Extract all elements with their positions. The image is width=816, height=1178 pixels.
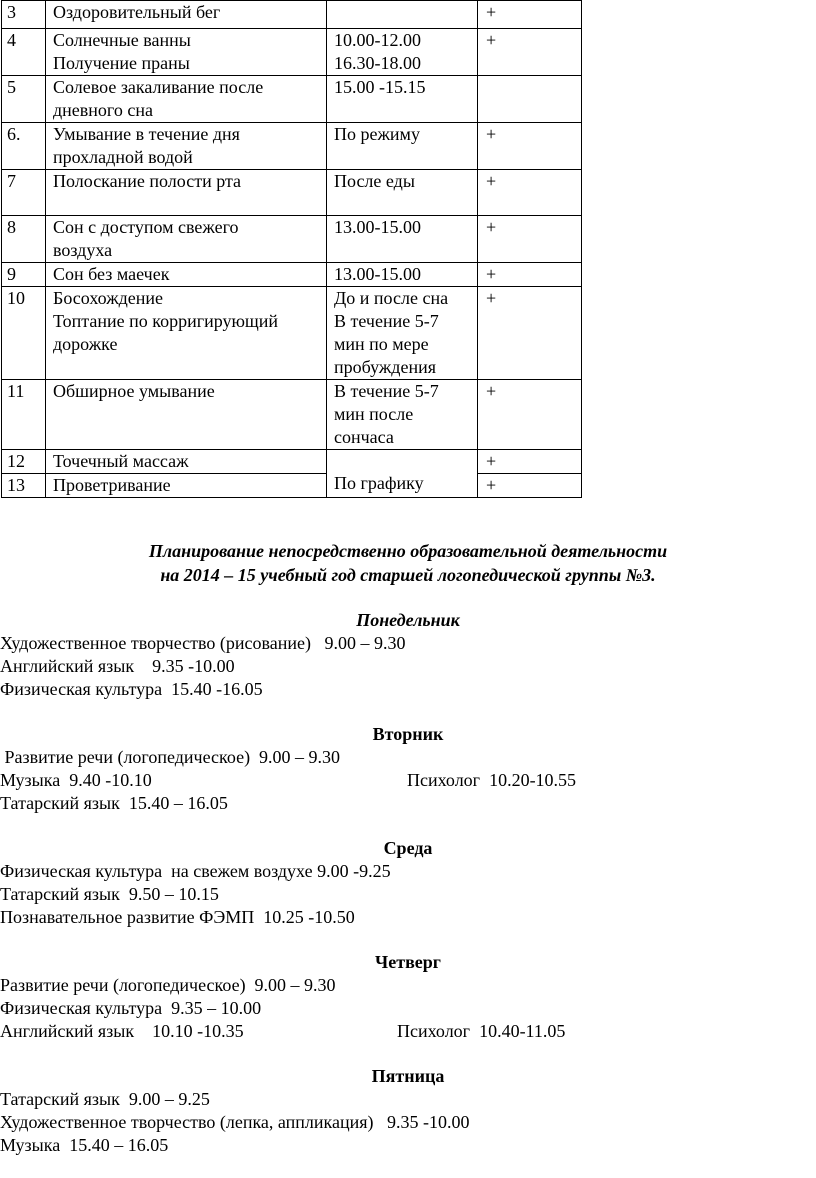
row-number: 7 — [2, 170, 46, 216]
procedure-mark: + — [478, 263, 582, 287]
schedule-line: Развитие речи (логопедическое) 9.00 – 9.30 — [0, 747, 341, 767]
table-row — [2, 76, 582, 123]
day-heading-friday: Пятница — [371, 1066, 445, 1086]
day-heading-wednesday: Среда — [383, 838, 433, 858]
row-number: 12 — [2, 450, 46, 474]
procedure-name: Сон с доступом свежего воздуха — [46, 216, 327, 263]
procedure-mark: + — [478, 170, 582, 216]
row-number: 4 — [2, 29, 46, 76]
procedure-time: По режиму — [327, 123, 478, 170]
table-row — [2, 450, 582, 474]
row-number: 6. — [2, 123, 46, 170]
psychologist-slot: Психолог 10.40-11.05 — [397, 1021, 566, 1041]
psychologist-slot: Психолог 10.20-10.55 — [407, 770, 577, 790]
procedure-time: 15.00 -15.15 — [327, 76, 478, 123]
day-heading-monday: Понедельник — [356, 610, 460, 630]
schedule-line: Музыка 9.40 -10.10 — [0, 770, 152, 790]
schedule-line: Татарский язык 15.40 – 16.05 — [0, 793, 228, 813]
procedure-name: Солевое закаливание после дневного сна — [46, 76, 327, 123]
schedule-line: Физическая культура 9.35 – 10.00 — [0, 998, 262, 1018]
procedure-name: Сон без маечек — [46, 263, 327, 287]
table-row — [2, 287, 582, 380]
row-number: 11 — [2, 380, 46, 450]
schedule-line: Художественное творчество (рисование) 9.00 – 9.30 — [0, 633, 406, 653]
table-row — [2, 474, 582, 498]
schedule-line: Татарский язык 9.50 – 10.15 — [0, 884, 219, 904]
procedure-mark: + — [478, 216, 582, 263]
procedure-mark: + — [478, 1, 582, 29]
procedure-name: Полоскание полости рта — [46, 170, 327, 216]
day-heading-tuesday: Вторник — [372, 724, 444, 744]
row-number: 5 — [2, 76, 46, 123]
procedure-time: В течение 5-7 мин после сончаса — [327, 380, 478, 450]
procedure-mark: + — [478, 123, 582, 170]
procedure-name: Точечный массаж — [46, 450, 327, 474]
procedure-name: Проветривание — [46, 474, 327, 498]
page-title: Планирование непосредственно образовательной деятельности — [148, 541, 668, 561]
procedure-name: Оздоровительный бег — [46, 1, 327, 29]
health-procedures-table — [1, 0, 582, 498]
procedure-name: Солнечные ванны Получение праны — [46, 29, 327, 76]
schedule-line: Познавательное развитие ФЭМП 10.25 -10.50 — [0, 907, 355, 927]
schedule-line: Музыка 15.40 – 16.05 — [0, 1135, 169, 1155]
schedule-line: Развитие речи (логопедическое) 9.00 – 9.30 — [0, 975, 336, 995]
schedule-line: Английский язык 9.35 -10.00 — [0, 656, 235, 676]
procedure-name: Умывание в течение дня прохладной водой — [46, 123, 327, 170]
procedure-time: После еды — [327, 170, 478, 216]
procedure-time: По графику — [327, 450, 478, 498]
day-heading-thursday: Четверг — [375, 952, 441, 972]
procedure-time: 10.00-12.00 16.30-18.00 — [327, 29, 478, 76]
row-number: 13 — [2, 474, 46, 498]
table-row — [2, 1, 582, 29]
procedure-time: До и после сна В течение 5-7 мин по мере пробуждения — [327, 287, 478, 380]
procedure-time: 13.00-15.00 — [327, 216, 478, 263]
schedule-line: Татарский язык 9.00 – 9.25 — [0, 1089, 210, 1109]
procedure-time: 13.00-15.00 — [327, 263, 478, 287]
table-row — [2, 29, 582, 76]
table-row — [2, 170, 582, 216]
row-number: 9 — [2, 263, 46, 287]
table-row — [2, 263, 582, 287]
table-row — [2, 123, 582, 170]
procedure-mark: + — [478, 450, 582, 474]
schedule-line: Физическая культура 15.40 -16.05 — [0, 679, 263, 699]
schedule-line: Физическая культура на свежем воздухе 9.00 -9.25 — [0, 861, 391, 881]
procedure-mark: + — [478, 474, 582, 498]
procedure-mark: + — [478, 287, 582, 380]
procedure-name: Обширное умывание — [46, 380, 327, 450]
row-number: 3 — [2, 1, 46, 29]
procedure-mark: + — [478, 380, 582, 450]
procedure-name: Босохождение Топтание по корригирующий дорожке — [46, 287, 327, 380]
table-row — [2, 380, 582, 450]
procedure-time — [327, 1, 478, 29]
page-subtitle: на 2014 – 15 учебный год старшей логопедической группы №3. — [160, 565, 656, 585]
schedule-line: Английский язык 10.10 -10.35 — [0, 1021, 244, 1041]
table-row — [2, 216, 582, 263]
row-number: 8 — [2, 216, 46, 263]
schedule-line: Художественное творчество (лепка, аппликация) 9.35 -10.00 — [0, 1112, 470, 1132]
procedure-mark — [478, 76, 582, 123]
row-number: 10 — [2, 287, 46, 380]
procedure-mark: + — [478, 29, 582, 76]
